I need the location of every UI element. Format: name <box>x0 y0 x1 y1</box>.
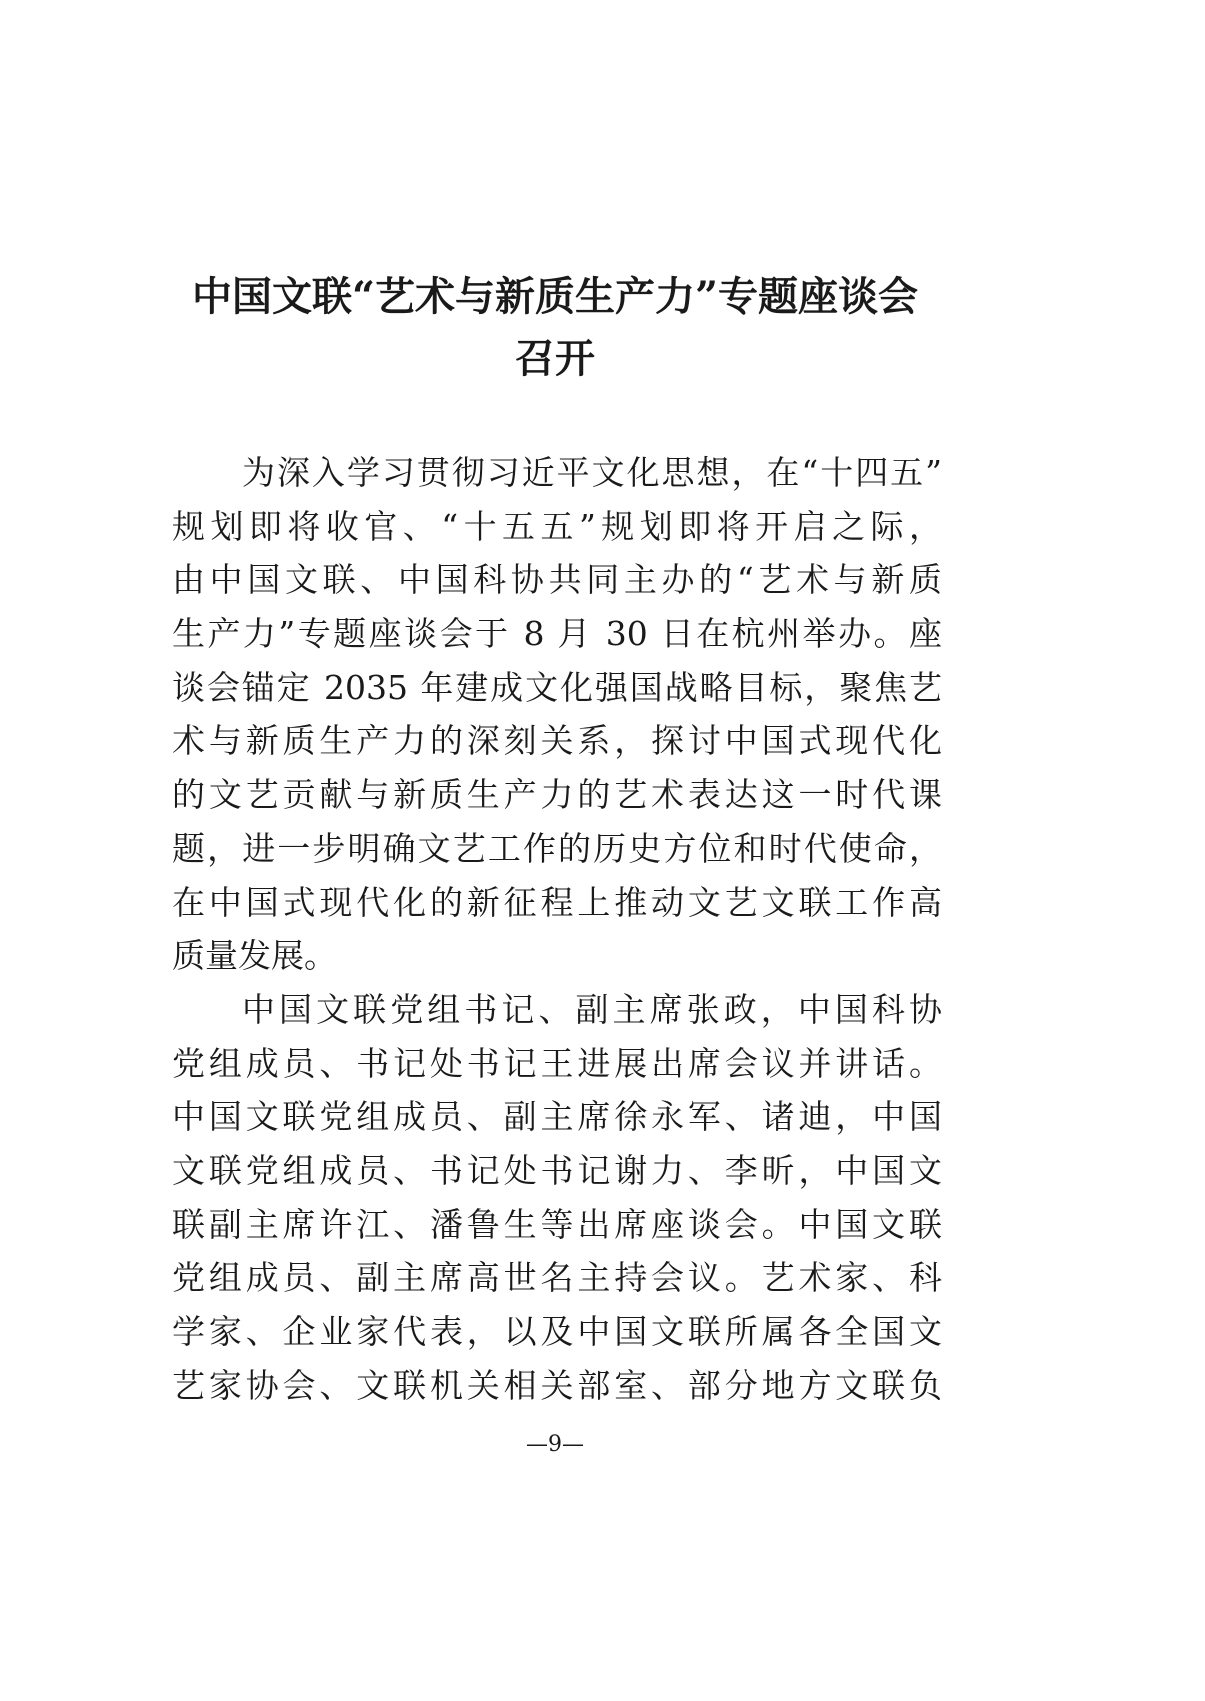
paragraph-line: 联副主席许江、潘鲁生等出席座谈会。中国文联 <box>172 1204 942 1244</box>
paragraph-line: 题，进一步明确文艺工作的历史方位和时代使命， <box>172 828 942 868</box>
paragraph-line: 术与新质生产力的深刻关系，探讨中国式现代化 <box>172 721 942 761</box>
page-number: —9— <box>526 1432 584 1457</box>
paragraph-line: 党组成员、书记处书记王进展出席会议并讲话。 <box>172 1043 942 1083</box>
paragraph-line: 为深入学习贯彻习近平文化思想，在“十四五” <box>242 453 942 492</box>
paragraph-line: 中国文联党组书记、副主席张政，中国科协 <box>242 989 942 1029</box>
paragraph-line: 艺家协会、文联机关相关部室、部分地方文联负 <box>172 1365 942 1405</box>
paragraph-line: 规划即将收官、“十五五”规划即将开启之际， <box>172 506 942 546</box>
paragraph-line: 文联党组成员、书记处书记谢力、李昕，中国文 <box>172 1150 942 1190</box>
paragraph-line: 谈会锚定 2035 年建成文化强国战略目标，聚焦艺 <box>172 667 942 707</box>
paragraph-line: 由中国文联、中国科协共同主办的“艺术与新质 <box>172 560 942 600</box>
paragraph <box>172 983 942 1413</box>
article-body <box>172 446 942 1412</box>
paragraph-line: 质量发展。 <box>172 936 337 976</box>
paragraph-line: 的文艺贡献与新质生产力的艺术表达这一时代课 <box>172 775 942 815</box>
title-line: 中国文联“艺术与新质生产力”专题座谈会 <box>191 273 918 320</box>
paragraph-line: 党组成员、副主席高世名主持会议。艺术家、科 <box>172 1258 942 1298</box>
paragraph-line: 中国文联党组成员、副主席徐永军、诸迪，中国 <box>172 1097 942 1137</box>
paragraph-line: 学家、企业家代表，以及中国文联所属各全国文 <box>172 1312 942 1351</box>
paragraph <box>172 446 942 983</box>
article-title <box>0 266 1110 390</box>
paragraph-line: 生产力”专题座谈会于 8 月 30 日在杭州举办。座 <box>172 614 942 654</box>
title-line: 召开 <box>515 335 595 382</box>
paragraph-line: 在中国式现代化的新征程上推动文艺文联工作高 <box>172 882 942 922</box>
